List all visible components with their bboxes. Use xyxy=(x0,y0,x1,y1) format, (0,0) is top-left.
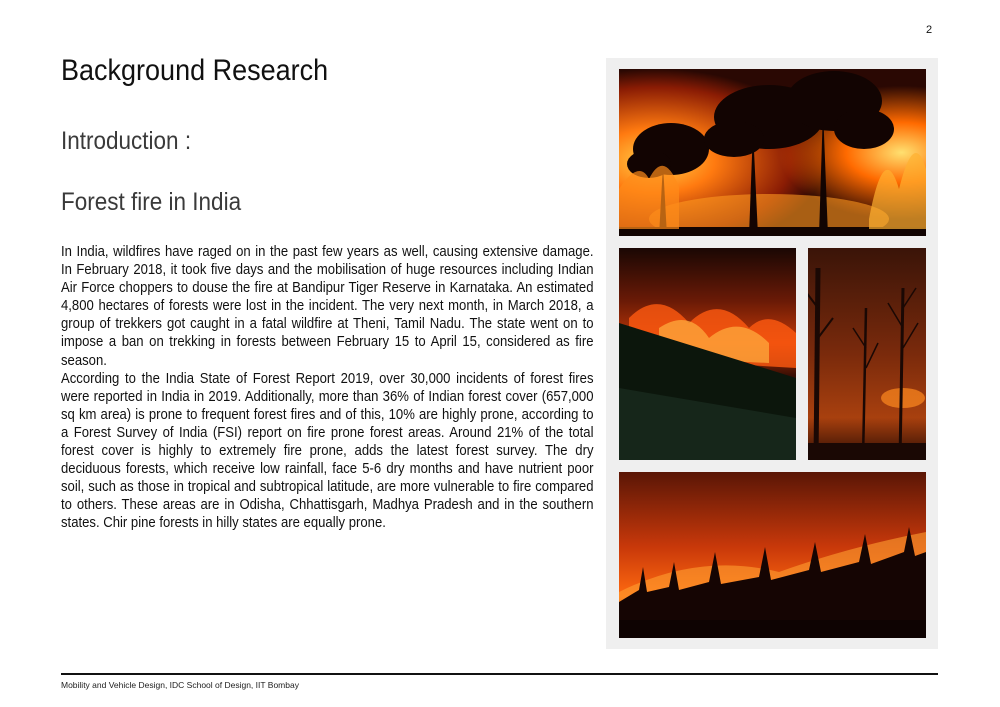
hillside-fire-photo xyxy=(619,248,796,460)
body-text xyxy=(61,243,594,533)
forest-fire-photo xyxy=(619,69,926,236)
paragraph: According to the India State of Forest Report 2019, over 30,000 incidents of forest fires were reported in India in 2019. Additionally, more than 36% of Indian forest cover (657,000 sq km area) is prone to frequent forest fires and of this, 10% are highly prone, according to a Forest Survey of India (FSI) report on fire prone forest areas. Around 21% of the total forest cover is highly to extremely fire prone, adds the latest forest survey. The dry deciduous forests, which receive low rainfall, face 5-6 dry months and have nutrient poor soil, such as those in tropical and subtropical latitude, are more vulnerable to fire compared to others. These areas are in Odisha, Chhattisgarh, Madhya Pradesh and in the southern states. Chir pine forests in hilly states are equally prone. xyxy=(61,370,594,532)
ridge-fire-photo xyxy=(619,472,926,638)
photo-panel xyxy=(606,58,938,649)
page-title: Background Research xyxy=(61,54,329,87)
subsection-heading: Forest fire in India xyxy=(61,188,242,216)
smoky-forest-photo xyxy=(808,248,926,460)
page-number: 2 xyxy=(926,24,933,36)
paragraph: In India, wildfires have raged on in the past few years as well, causing extensive damage. In February 2018, it took five days and the mobilisation of huge resources including Indian Air Force choppers to douse the fire at Bandipur Tiger Reserve in Karnataka. An estimated 4,800 hectares of forests were lost in the incident. The very next month, in March 2018, a group of trekkers got caught in a fatal wildfire at Theni, Tamil Nadu. The state went on to impose a ban on trekking in forests between February 15 to April 15, considered as fire season. xyxy=(61,244,594,369)
footer-text: Mobility and Vehicle Design, IDC School of Design, IIT Bombay xyxy=(61,680,299,690)
section-heading: Introduction : xyxy=(61,127,192,155)
footer-divider xyxy=(61,673,938,675)
